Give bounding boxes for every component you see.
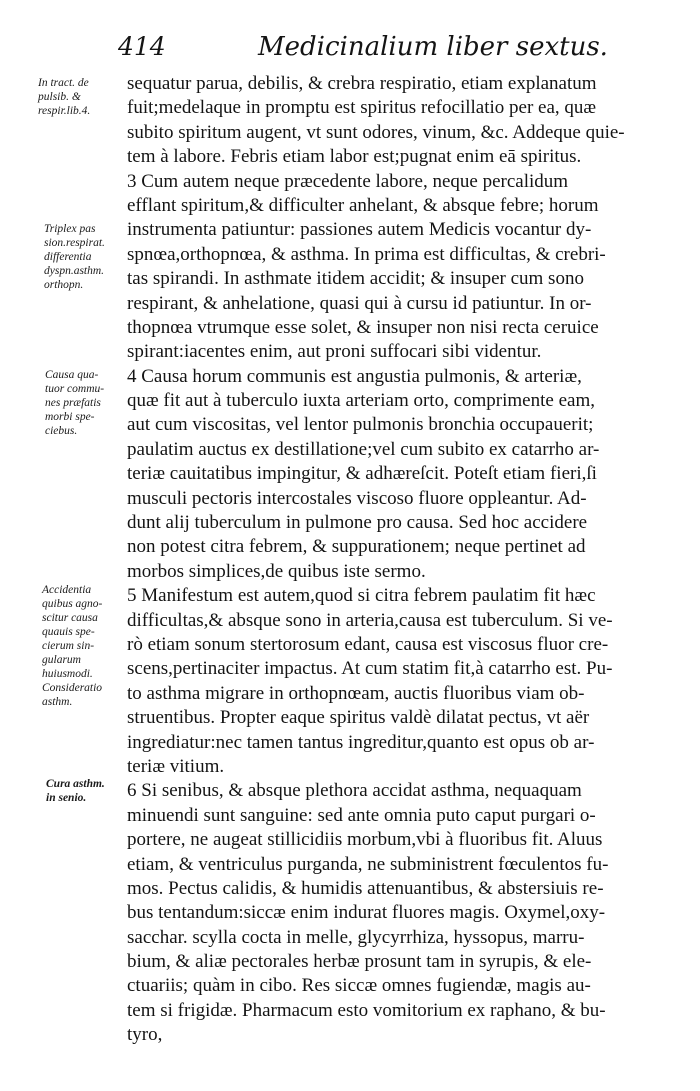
marginal-line: orthopn. (44, 279, 84, 291)
marginal-line: quibus agno- (42, 598, 103, 610)
text-line: 4 Causa horum communis est angustia pulmonis, & arteriæ, (127, 365, 582, 387)
marginal-line: in senio. (46, 792, 87, 804)
text-line: ctuariis; quàm in cibo. Res siccæ omnes fugiendæ, magis au- (127, 975, 591, 997)
text-line: bium, & aliæ pectorales herbæ prosunt tam in syrupis, & ele- (127, 951, 592, 973)
marginal-line: tuor commu- (45, 383, 105, 395)
text-line: 3 Cum autem neque præcedente labore, neque percalidum (127, 170, 569, 192)
text-line: quæ fit aut à tuberculo iuxta arteriam orto, comprimente eam, (127, 390, 595, 412)
text-line: rò etiam sonum stertorosum edant, causa est viscosus fluor cre- (127, 633, 609, 655)
text-line: tem si frigidæ. Pharmacum esto vomitorium ex raphano, & bu- (127, 999, 606, 1021)
text-line: ingrediatur:nec tamen tantus ingreditur,quanto est opus ob ar- (127, 731, 595, 753)
text-line: subito spiritum augent, vt sunt odores, vinum, &c. Addeque quie- (127, 121, 625, 143)
marginal-note-2 (44, 222, 105, 292)
text-line: fuit;medelaque in promptu est spiritus refocillatio per ea, quæ (127, 97, 597, 119)
marginal-line: In tract. de (38, 77, 89, 89)
marginal-line: nes præfatis (45, 397, 101, 409)
text-line: scens,pertinaciter impactus. At cum statim fit,à catarrho est. Pu- (127, 658, 613, 680)
marginal-line: ciebus. (45, 425, 78, 437)
text-line: tyro, (127, 1024, 163, 1046)
marginal-line: respir.lib.4. (38, 105, 91, 117)
running-title: Medicinalium liber sextus. (258, 32, 608, 62)
marginal-line: pulsib. & (38, 91, 81, 103)
text-line: to asthma migrare in orthopnœam, auctis fluoribus viam ob- (127, 682, 585, 704)
marginal-line: quauis spe- (42, 626, 95, 638)
marginal-line: dyspn.asthm. (44, 265, 105, 277)
marginal-line: huiusmodi. (42, 668, 93, 680)
marginal-line: Accidentia (42, 584, 92, 596)
text-line: tas spirandi. In asthmate itidem accidit; & insuper cum sono (127, 268, 584, 290)
text-line: non potest citra febrem, & suppurationem; neque pertinet ad (127, 536, 586, 558)
marginal-note-1 (38, 76, 90, 118)
text-line: instrumenta patiuntur: passiones autem Medicis vocantur dy- (127, 219, 592, 241)
body-text (127, 72, 681, 1048)
text-line: 5 Manifestum est autem,quod si citra febrem paulatim fit hæc (127, 585, 596, 607)
text-line: respirant, & anhelatione, quasi qui à cursu id patiuntur. In or- (127, 292, 592, 314)
text-line: minuendi sunt sanguine: sed ante omnia puto caput purgari o- (127, 804, 596, 826)
marginal-line: Causa qua- (45, 369, 99, 381)
marginal-note-3 (45, 368, 104, 438)
marginal-note-5 (46, 777, 105, 805)
text-line: paulatim auctus ex destillatione;vel cum subito ex catarrho ar- (127, 438, 600, 460)
text-line: spirant:iacentes enim, aut proni suffocari sibi videntur. (127, 341, 542, 363)
text-line: portere, ne augeat stillicidiis morbum,vbi à fluoribus fit. Aluus (127, 829, 603, 851)
text-line: etiam, & ventriculus purganda, ne subministrent fœculentos fu- (127, 853, 609, 875)
text-line: sacchar. scylla cocta in melle, glycyrrhiza, hyssopus, marru- (127, 926, 585, 948)
text-line: efflant spiritum,& difficulter anhelant, & absque febre; horum (127, 194, 599, 216)
marginal-line: gularum (42, 654, 81, 666)
text-line: musculi pectoris intercostales viscoso fluore oppleantur. Ad- (127, 487, 587, 509)
page-header (118, 26, 608, 66)
text-line: tem à labore. Febris etiam labor est;pugnat enim eā spiritus. (127, 146, 582, 168)
text-line: teriæ cauitatibus impingitur, & adhæreſcit. Poteſt etiam fieri,ſi (127, 463, 597, 485)
marginal-line: Consideratio (42, 682, 103, 694)
marginal-line: morbi spe- (45, 411, 95, 423)
marginal-line: sion.respirat. (44, 237, 105, 249)
text-line: mos. Pectus calidis, & humidis attenuantibus, & abstersiuis re- (127, 877, 604, 899)
text-line: difficultas,& absque sono in arteria,causa est tuberculum. Si ve- (127, 609, 613, 631)
text-line: teriæ vitium. (127, 755, 225, 777)
marginal-line: scitur causa (42, 612, 98, 624)
marginal-note-4 (42, 583, 102, 709)
marginal-line: cierum sin- (42, 640, 95, 652)
page-number: 414 (118, 32, 166, 61)
text-line: spnœa,orthopnœa, & asthma. In prima est difficultas, & crebri- (127, 243, 606, 265)
text-line: struentibus. Propter eaque spiritus valdè dilatat pectus, vt aër (127, 707, 590, 729)
text-line: aut cum viscositas, vel lentor pulmonis bronchia occupauerit; (127, 414, 594, 436)
text-line: sequatur parua, debilis, & crebra respiratio, etiam explanatum (127, 73, 597, 94)
marginal-line: Cura asthm. (46, 778, 105, 790)
marginal-line: Triplex pas (44, 223, 96, 235)
marginal-line: differentia (44, 251, 92, 263)
text-line: bus tentandum:siccæ enim indurat fluores magis. Oxymel,oxy- (127, 902, 606, 924)
text-line: 6 Si senibus, & absque plethora accidat asthma, nequaquam (127, 780, 582, 802)
marginal-line: asthm. (42, 696, 73, 708)
text-line: dunt alij tuberculum in pulmone pro causa. Sed hoc accidere (127, 512, 588, 534)
text-line: thopnœa vtrumque esse solet, & insuper non nisi recta ceruice (127, 316, 599, 338)
text-line: morbos simplices,de quibus iste sermo. (127, 560, 426, 582)
